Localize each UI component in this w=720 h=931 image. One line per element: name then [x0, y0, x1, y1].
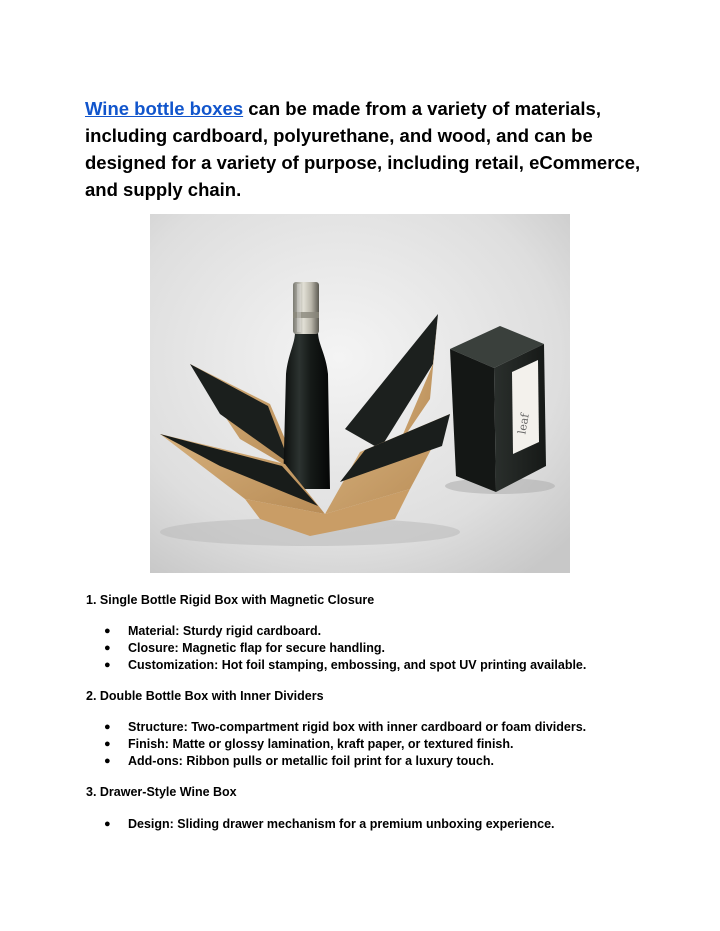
list-item: ● Structure: Two-compartment rigid box with inner cardboard or foam dividers. [86, 719, 586, 736]
bottle-foil [293, 282, 319, 334]
list-item: ● Design: Sliding drawer mechanism for a premium unboxing experience. [86, 816, 555, 833]
list-item: ● Finish: Matte or glossy lamination, kraft paper, or textured finish. [86, 736, 586, 753]
section-1-bullets [86, 623, 586, 674]
wine-box-photo [150, 214, 570, 573]
list-item: ● Material: Sturdy rigid cardboard. [86, 623, 586, 640]
list-item: ● Customization: Hot foil stamping, embossing, and spot UV printing available. [86, 657, 586, 674]
section-2-title: 2. Double Bottle Box with Inner Dividers [86, 689, 324, 703]
box-label-text: leaf [515, 412, 532, 436]
section-1-title: 1. Single Bottle Rigid Box with Magnetic Closure [86, 593, 375, 607]
list-item: ● Closure: Magnetic flap for secure handling. [86, 640, 586, 657]
section-3-title: 3. Drawer-Style Wine Box [86, 785, 237, 799]
box-label [512, 360, 539, 454]
black-gift-box [450, 326, 546, 492]
intro-text: can be made from a variety of materials, including cardboard, polyurethane, and wood, and can be designed for a variety of purpose, including retail, eCommerce, and supply chain. [85, 98, 641, 200]
list-item: ● Add-ons: Ribbon pulls or metallic foil print for a luxury touch. [86, 753, 586, 770]
section-2-bullets [86, 719, 586, 770]
wine-bottle-boxes-link[interactable]: Wine bottle boxes [85, 98, 244, 119]
section-3-bullets [86, 816, 555, 833]
intro-paragraph [85, 95, 645, 203]
